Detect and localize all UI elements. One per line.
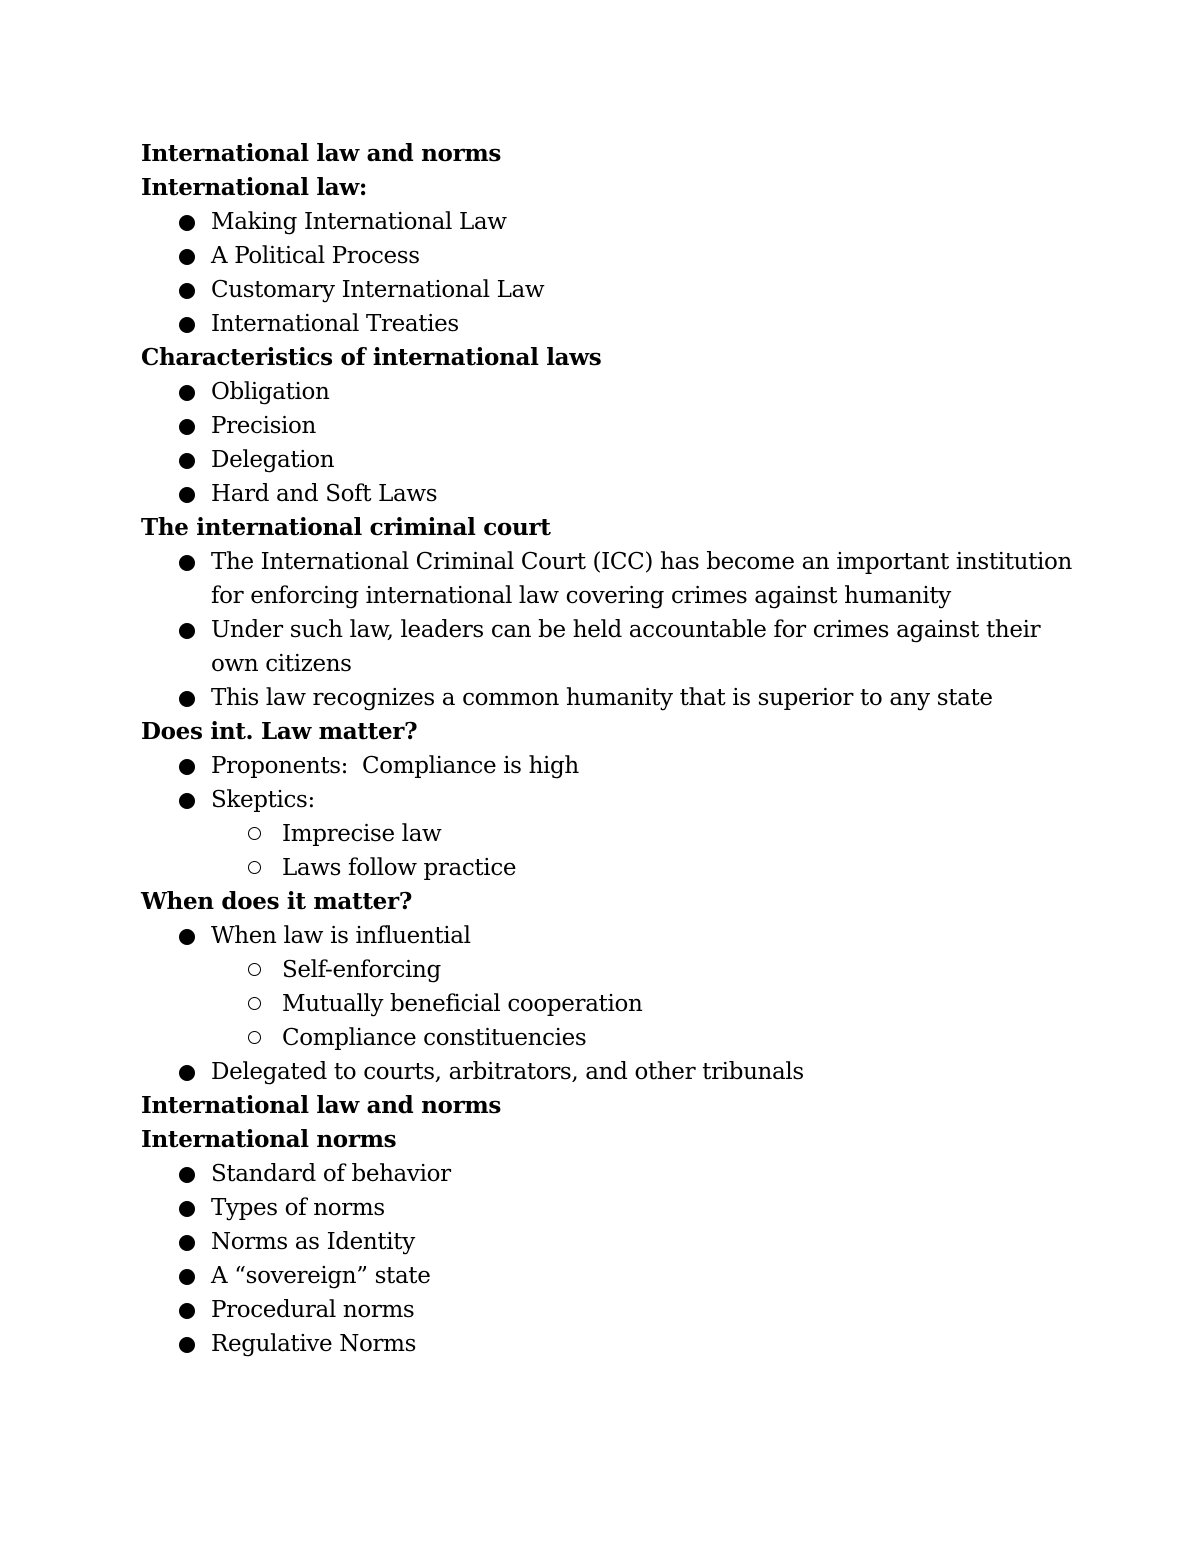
list-item-text: This law recognizes a common humanity that is superior to any state — [211, 685, 993, 711]
list-item-text: Skeptics: — [211, 787, 315, 813]
sub-list-item — [141, 1021, 1081, 1055]
list-item-text: Delegated to courts, arbitrators, and other tribunals — [211, 1059, 804, 1085]
list-item — [141, 1225, 1081, 1259]
filled-bullet-icon — [179, 1269, 195, 1285]
list-item-text: Under such law, leaders can be held accountable for crimes against their own citizens — [211, 617, 1041, 677]
list-item-text: Delegation — [211, 447, 335, 473]
list-item-text: Obligation — [211, 379, 330, 405]
list-item-text: Hard and Soft Laws — [211, 481, 438, 507]
bullet-list — [141, 1055, 1081, 1089]
list-item — [141, 545, 1081, 613]
list-item — [141, 477, 1081, 511]
list-item — [141, 1259, 1081, 1293]
list-item-text: Proponents: Compliance is high — [211, 753, 579, 779]
filled-bullet-icon — [179, 249, 195, 265]
list-item — [141, 749, 1081, 783]
list-item-text: Types of norms — [211, 1195, 385, 1221]
filled-bullet-icon — [179, 555, 195, 571]
filled-bullet-icon — [179, 1065, 195, 1081]
hollow-bullet-icon — [248, 997, 261, 1010]
hollow-bullet-icon — [248, 1031, 261, 1044]
sub-list-item — [141, 987, 1081, 1021]
bullet-list — [141, 205, 1081, 341]
sub-list-item — [141, 953, 1081, 987]
section-heading: International law: — [141, 174, 368, 201]
list-item-text: Making International Law — [211, 209, 507, 235]
sub-list-item — [141, 817, 1081, 851]
list-item — [141, 919, 1081, 953]
list-item-text: Standard of behavior — [211, 1161, 451, 1187]
bullet-list — [141, 749, 1081, 817]
filled-bullet-icon — [179, 283, 195, 299]
list-item — [141, 1293, 1081, 1327]
filled-bullet-icon — [179, 385, 195, 401]
list-item — [141, 1157, 1081, 1191]
filled-bullet-icon — [179, 317, 195, 333]
list-item — [141, 375, 1081, 409]
sub-list-item — [141, 851, 1081, 885]
filled-bullet-icon — [179, 691, 195, 707]
bullet-list — [141, 375, 1081, 511]
list-item — [141, 307, 1081, 341]
list-item-text: Regulative Norms — [211, 1331, 417, 1357]
bullet-list — [141, 1157, 1081, 1361]
filled-bullet-icon — [179, 623, 195, 639]
list-item — [141, 239, 1081, 273]
list-item-text: A Political Process — [211, 243, 420, 269]
hollow-bullet-icon — [248, 861, 261, 874]
section-heading: Does int. Law matter? — [141, 718, 418, 745]
section-heading: International norms — [141, 1126, 397, 1153]
section-heading: When does it matter? — [141, 888, 413, 915]
sub-list-item-text: Laws follow practice — [282, 855, 517, 881]
document-page — [141, 137, 1081, 1361]
filled-bullet-icon — [179, 793, 195, 809]
list-item — [141, 1327, 1081, 1361]
list-item — [141, 409, 1081, 443]
list-item-text: Norms as Identity — [211, 1229, 415, 1255]
list-item — [141, 205, 1081, 239]
filled-bullet-icon — [179, 215, 195, 231]
list-item — [141, 443, 1081, 477]
filled-bullet-icon — [179, 1337, 195, 1353]
list-item — [141, 1055, 1081, 1089]
sub-bullet-list — [141, 953, 1081, 1055]
sub-list-item-text: Self-enforcing — [282, 957, 441, 983]
filled-bullet-icon — [179, 453, 195, 469]
sub-list-item-text: Compliance constituencies — [282, 1025, 587, 1051]
list-item — [141, 783, 1081, 817]
list-item-text: A “sovereign” state — [211, 1263, 431, 1289]
section-heading: Characteristics of international laws — [141, 344, 602, 371]
section-heading: The international criminal court — [141, 514, 551, 541]
list-item — [141, 273, 1081, 307]
filled-bullet-icon — [179, 419, 195, 435]
list-item-text: Customary International Law — [211, 277, 545, 303]
filled-bullet-icon — [179, 929, 195, 945]
sub-list-item-text: Imprecise law — [282, 821, 442, 847]
sub-list-item-text: Mutually beneficial cooperation — [282, 991, 643, 1017]
filled-bullet-icon — [179, 487, 195, 503]
list-item-text: When law is influential — [211, 923, 471, 949]
list-item-text: Procedural norms — [211, 1297, 415, 1323]
bullet-list — [141, 545, 1081, 715]
list-item-text: International Treaties — [211, 311, 459, 337]
filled-bullet-icon — [179, 1235, 195, 1251]
list-item — [141, 681, 1081, 715]
list-item — [141, 1191, 1081, 1225]
hollow-bullet-icon — [248, 827, 261, 840]
list-item-text: Precision — [211, 413, 316, 439]
filled-bullet-icon — [179, 1167, 195, 1183]
section-heading: International law and norms — [141, 1092, 502, 1119]
list-item — [141, 613, 1081, 681]
sub-bullet-list — [141, 817, 1081, 885]
list-item-text: The International Criminal Court (ICC) has become an important institution for enforcing international law covering crimes against humanity — [211, 549, 1072, 609]
filled-bullet-icon — [179, 759, 195, 775]
bullet-list — [141, 919, 1081, 953]
hollow-bullet-icon — [248, 963, 261, 976]
section-heading: International law and norms — [141, 140, 502, 167]
filled-bullet-icon — [179, 1303, 195, 1319]
filled-bullet-icon — [179, 1201, 195, 1217]
